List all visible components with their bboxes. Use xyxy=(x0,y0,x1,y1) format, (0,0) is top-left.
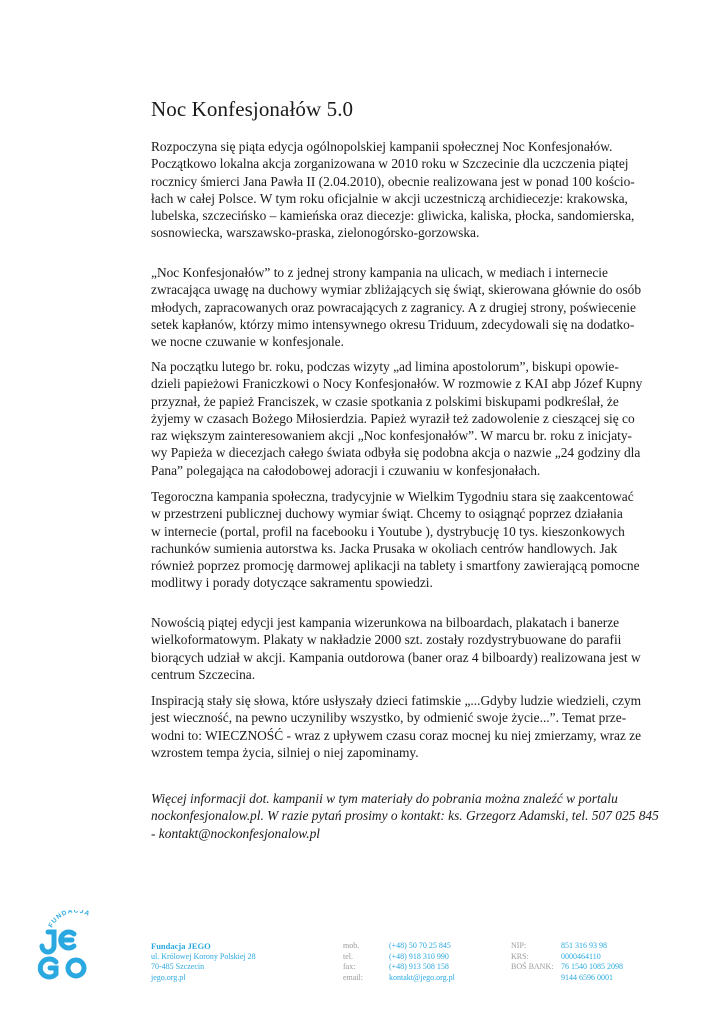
paragraph-3: Na początku lutego br. roku, podczas wizyty „ad limina apostolorum”, biskupi opowie- dzieli papieżowi Franiczkowi o Nocy Konfesjonałów. W rozmowie z KAI abp Józef Kupny przyznał, że papież Franciszek, w czasie spotkania z polskimi biskupami podkreślał, że żyjemy w czasach Bożego Miłosierdzia. Papież wyraził też zadowolenie z cieszącej się co raz większym zainteresowaniem akcji „Noc konfesjonałów”. W marcu br. roku z inicjaty- wy Papieża w diecezjach całego świata odbyła się podobna akcja o nazwie „24 godziny dla Pana” polegająca na całodobowej adoracji i czuwaniu w konfesjonałach. xyxy=(151,359,643,478)
contact-note: Więcej informacji dot. kampanii w tym materiały do pobrania można znaleźć w portalu nockonfesjonalow.pl. W razie pytań prosimy o kontakt: ks. Grzegorz Adamski, tel. 507 025 845 - kontakt@nockonfesjonalow.pl xyxy=(151,791,659,841)
paragraph-5: Nowością piątej edycji jest kampania wizerunkowa na bilboardach, plakatach i banerze wielkoformatowym. Plakaty w nakładzie 2000 szt. zostały rozdystrybuowane do parafii biorących udział w akcji. Kampania outdorowa (baner oraz 4 bilboardy) realizowana jest w centrum Szczecina. xyxy=(151,615,641,682)
bank-account-part-2: 9144 6596 0001 xyxy=(561,972,613,982)
phone-number: (+48) 918 310 990 xyxy=(389,951,449,961)
email-link[interactable]: kontakt@jego.org.pl xyxy=(389,972,455,982)
bank-account-part-1: 76 1540 1085 2098 xyxy=(561,962,623,972)
document-title: Noc Konfesjonałów 5.0 xyxy=(151,97,354,121)
paragraph-2: „Noc Konfesjonałów” to z jednej strony kampania na ulicach, w mediach i internecie zwracająca uwagę na duchowy wymiar zbliżających się świąt, skierowana głównie do osób młodych, zapracowanych oraz powracających z zagranicy. A z drugiej strony, poświecenie setek kapłanów, którzy mimo intensywnego okresu Triduum, zdecydowali się na dodatko- we nocne czuwanie w konfesjonale. xyxy=(151,265,642,350)
fax-number: (+48) 913 508 158 xyxy=(389,962,449,972)
krs-number: 0000464110 xyxy=(561,951,601,961)
footer-registration-values xyxy=(561,941,623,983)
logo-text: FUNDACJA xyxy=(47,910,92,929)
org-street: ul. Królowej Korony Polskiej 28 xyxy=(151,951,256,961)
footer-contact-values xyxy=(389,941,455,983)
org-city: 70-485 Szczecin xyxy=(151,962,205,972)
mobile-number: (+48) 50 70 25 845 xyxy=(389,941,451,950)
jego-logo-icon xyxy=(36,910,98,988)
footer-contact-labels: mob. tel. fax: email: xyxy=(343,941,363,982)
footer-registration-labels: NIP: KRS: BOŚ BANK: xyxy=(511,941,554,972)
footer-organization xyxy=(151,941,256,983)
nip-number: 851 316 93 98 xyxy=(561,941,607,950)
org-name: Fundacja JEGO xyxy=(151,941,211,951)
paragraph-6: Inspiracją stały się słowa, które usłyszały dzieci fatimskie „...Gdyby ludzie wiedzieli, czym jest wieczność, na pewno uczyniliby wszystko, by odmienić swoje życie...”. Temat prze- wodni to: WIECZNOŚĆ - wraz z upływem czasu coraz mocnej ku niej zmierzamy, wraz ze wzrostem tempa życia, silniej o niej zapominamy. xyxy=(151,693,642,760)
svg-text:FUNDACJA xyxy=(48,910,92,929)
fundacja-jego-logo xyxy=(36,910,98,988)
paragraph-1: Rozpoczyna się piąta edycja ogólnopolskiej kampanii społecznej Noc Konfesjonałów. Początkowo lokalna akcja zorganizowana w 2010 roku w Szczecinie dla uczczenia piątej rocznicy śmierci Jana Pawła II (2.04.2010), obecnie realizowana jest w ponad 100 kościo- łach w całej Polsce. W tym roku oficjalnie w akcji uczestniczą archidiecezje: krakowska, lubelska, szczecińsko – kamieńska oraz diecezje: gliwicka, kaliska, płocka, sandomierska, sosnowiecka, warszawsko-praska, zielonogórsko-gorzowska. xyxy=(151,139,635,241)
paragraph-4: Tegoroczna kampania społeczna, tradycyjnie w Wielkim Tygodniu stara się zaakcentować w przestrzeni publicznej duchowy wymiar świąt. Chcemy to osiągnąć poprzez działania w internecie (portal, profil na facebooku i Youtube ), dystrybucję 10 tys. kieszonkowych rachunków sumienia autorstwa ks. Jacka Prusaka w okoliach centrów handlowych. Jak również poprzez promocję darmowej aplikacji na tablety i smartfony zawierającą pomocne modlitwy i porady dotyczące sakramentu spowiedzi. xyxy=(151,489,640,591)
org-web[interactable]: jego.org.pl xyxy=(151,972,186,982)
